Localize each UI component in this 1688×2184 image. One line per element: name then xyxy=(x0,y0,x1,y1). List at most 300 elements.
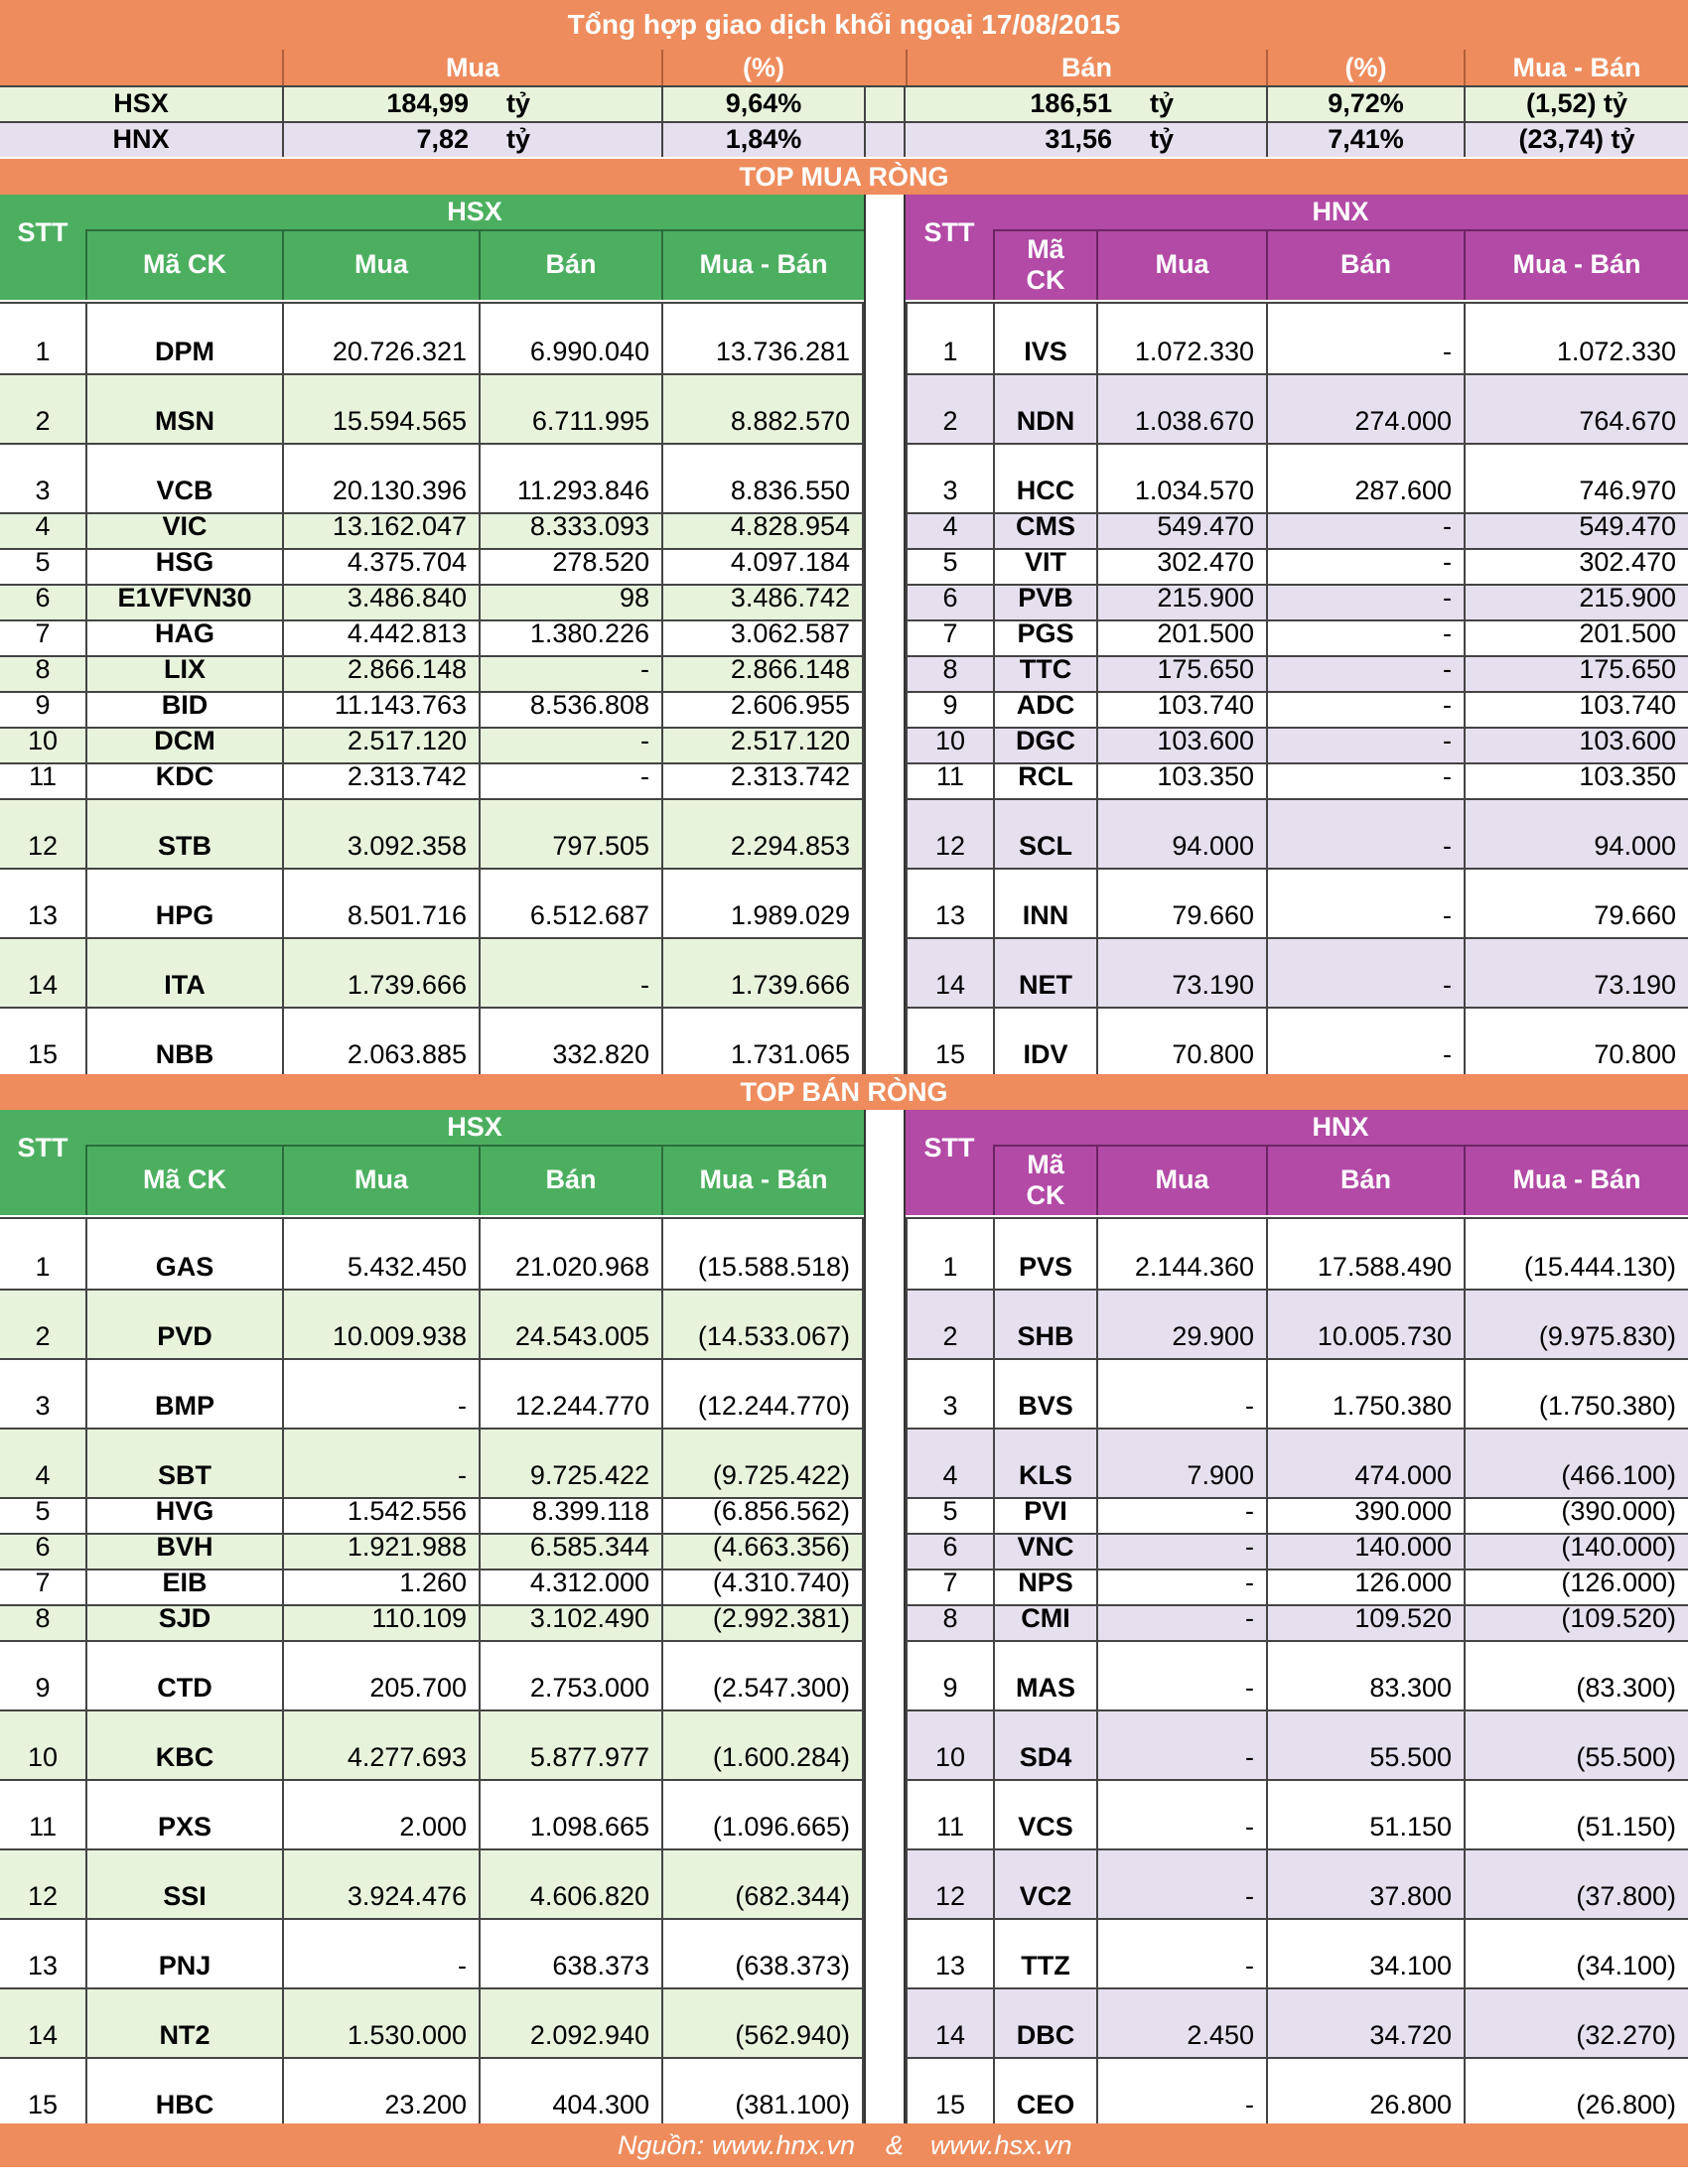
row-ban: 638.373 xyxy=(479,1918,661,1987)
row-net: 3.062.587 xyxy=(661,619,864,655)
row-stt: 5 xyxy=(35,1497,51,1526)
row-stt: 2 xyxy=(906,373,993,443)
row-ban: 51.150 xyxy=(1266,1779,1464,1848)
row-net: 79.660 xyxy=(1464,868,1688,937)
row-mua: - xyxy=(1096,1358,1266,1428)
row-net: (32.270) xyxy=(1464,1987,1688,2057)
row-net: 4.097.184 xyxy=(661,548,864,584)
row-stt: 6 xyxy=(35,584,51,613)
row-ban: 126.000 xyxy=(1266,1569,1464,1604)
row-net: 1.072.330 xyxy=(1464,302,1688,373)
row-ticker: RCL xyxy=(993,762,1096,798)
row-net: 2.294.853 xyxy=(661,798,864,868)
top_sell-hnx-col-ma-ck xyxy=(993,1145,1096,1215)
row-net: 103.600 xyxy=(1464,727,1688,762)
row-stt: 14 xyxy=(906,937,993,1007)
row-mua: 302.470 xyxy=(1096,548,1266,584)
summary-pct-mua: 1,84% xyxy=(661,121,864,157)
row-ban: - xyxy=(479,727,661,762)
row-stt: 10 xyxy=(906,1709,993,1779)
row-stt: 15 xyxy=(906,1007,993,1076)
row-stt: 3 xyxy=(35,1391,51,1421)
row-mua: - xyxy=(1096,1497,1266,1533)
row-net: (51.150) xyxy=(1464,1779,1688,1848)
row-net: 8.836.550 xyxy=(661,443,864,512)
footer-ampersand: & xyxy=(886,2129,905,2160)
footer-source-label: Nguồn: xyxy=(618,2129,705,2160)
row-ticker: CMI xyxy=(993,1604,1096,1640)
top_buy-hnx-col-net: Mua - Bán xyxy=(1464,229,1688,300)
row-mua: 8.501.716 xyxy=(282,868,479,937)
row-mua: - xyxy=(1096,1709,1266,1779)
row-ticker: TTZ xyxy=(993,1918,1096,1987)
row-stt: 12 xyxy=(27,831,59,861)
row-mua: 13.162.047 xyxy=(282,512,479,548)
row-mua: 29.900 xyxy=(1096,1289,1266,1358)
row-ticker: SJD xyxy=(85,1604,282,1640)
row-net: (4.663.356) xyxy=(661,1533,864,1569)
row-stt: 14 xyxy=(27,970,59,1000)
row-ban: 1.098.665 xyxy=(479,1779,661,1848)
row-stt: 1 xyxy=(906,1217,993,1289)
row-mua: - xyxy=(1096,1569,1266,1604)
row-ban: 6.512.687 xyxy=(479,868,661,937)
row-net: (2.547.300) xyxy=(661,1640,864,1709)
row-mua: 4.442.813 xyxy=(282,619,479,655)
row-stt: 11 xyxy=(28,762,58,791)
summary-ban-value: 31,56 xyxy=(1045,123,1112,154)
row-mua: 7.900 xyxy=(1096,1428,1266,1497)
row-net: (1.096.665) xyxy=(661,1779,864,1848)
top_sell-hsx-col-ma-ck: Mã CK xyxy=(85,1145,282,1215)
row-ban: 98 xyxy=(479,584,661,619)
row-ban: - xyxy=(1266,1007,1464,1076)
row-ticker: VC2 xyxy=(993,1848,1096,1918)
top_buy-hnx-label: HNX xyxy=(1312,197,1369,226)
row-ticker: VCB xyxy=(85,443,282,512)
row-mua: 215.900 xyxy=(1096,584,1266,619)
summary-header-pct-mua: (%) xyxy=(661,50,864,85)
row-ticker: PVI xyxy=(993,1497,1096,1533)
row-mua: 1.739.666 xyxy=(282,937,479,1007)
row-ticker: ADC xyxy=(993,691,1096,727)
row-net: (2.992.381) xyxy=(661,1604,864,1640)
row-ticker: DGC xyxy=(993,727,1096,762)
row-stt: 7 xyxy=(35,1569,51,1597)
row-ticker: BMP xyxy=(85,1358,282,1428)
row-ticker: NBB xyxy=(85,1007,282,1076)
row-stt: 9 xyxy=(906,691,993,727)
top_buy-hnx-col-ma: Mã xyxy=(1027,233,1064,264)
row-stt: 6 xyxy=(906,1533,993,1569)
row-stt: 5 xyxy=(906,548,993,584)
row-net: (12.244.770) xyxy=(661,1358,864,1428)
row-ticker: STB xyxy=(85,798,282,868)
row-ticker: BVH xyxy=(85,1533,282,1569)
row-net: 175.650 xyxy=(1464,655,1688,691)
summary-mua-value: 7,82 xyxy=(282,121,481,157)
row-mua: 79.660 xyxy=(1096,868,1266,937)
top_buy-hnx-stt-header: STT xyxy=(923,216,975,247)
row-mua: 175.650 xyxy=(1096,655,1266,691)
row-mua: 11.143.763 xyxy=(282,691,479,727)
row-mua: 1.072.330 xyxy=(1096,302,1266,373)
row-stt: 10 xyxy=(27,727,59,755)
row-mua: 201.500 xyxy=(1096,619,1266,655)
row-stt: 2 xyxy=(35,1321,51,1351)
row-stt: 11 xyxy=(28,1812,58,1842)
row-ban: 8.333.093 xyxy=(479,512,661,548)
row-ban: 332.820 xyxy=(479,1007,661,1076)
row-net: 103.350 xyxy=(1464,762,1688,798)
row-mua: 70.800 xyxy=(1096,1007,1266,1076)
row-ban: - xyxy=(1266,937,1464,1007)
row-ban: 11.293.846 xyxy=(479,443,661,512)
row-mua: 20.726.321 xyxy=(282,302,479,373)
row-ticker: DCM xyxy=(85,727,282,762)
summary-mua-unit: tỷ xyxy=(506,87,531,118)
summary-gap xyxy=(864,121,906,157)
row-stt: 12 xyxy=(906,798,993,868)
row-net: (9.725.422) xyxy=(661,1428,864,1497)
row-mua: 2.313.742 xyxy=(282,762,479,798)
top_buy-hnx-col-ma-ck xyxy=(993,229,1096,300)
row-ban: 274.000 xyxy=(1266,373,1464,443)
row-stt: 15 xyxy=(906,2057,993,2126)
row-ban: - xyxy=(479,762,661,798)
row-ticker: TTC xyxy=(993,655,1096,691)
sheet-title: Tổng hợp giao dịch khối ngoại 17/08/2015 xyxy=(0,0,1688,50)
row-ticker: ITA xyxy=(85,937,282,1007)
row-net: 764.670 xyxy=(1464,373,1688,443)
row-ban: 21.020.968 xyxy=(479,1217,661,1289)
row-net: (15.588.518) xyxy=(661,1217,864,1289)
row-ban: - xyxy=(1266,548,1464,584)
row-net: 2.313.742 xyxy=(661,762,864,798)
row-mua: 10.009.938 xyxy=(282,1289,479,1358)
row-mua: 103.600 xyxy=(1096,727,1266,762)
row-mua: - xyxy=(1096,1779,1266,1848)
top_sell-hsx-col-mua: Mua xyxy=(282,1145,479,1215)
footer-hnx-link[interactable]: www.hnx.vn xyxy=(712,2129,856,2160)
row-mua: 205.700 xyxy=(282,1640,479,1709)
row-net: 103.740 xyxy=(1464,691,1688,727)
row-net: 73.190 xyxy=(1464,937,1688,1007)
top_buy-hnx-col-ck: CK xyxy=(1026,264,1065,295)
row-mua: 2.144.360 xyxy=(1096,1217,1266,1289)
row-mua: 103.740 xyxy=(1096,691,1266,727)
row-ban: - xyxy=(1266,691,1464,727)
top_sell-hsx-stt-header: STT xyxy=(17,1132,69,1162)
row-ban: 278.520 xyxy=(479,548,661,584)
row-ticker: EIB xyxy=(85,1569,282,1604)
row-ban: - xyxy=(1266,868,1464,937)
row-net: 2.517.120 xyxy=(661,727,864,762)
row-net: 201.500 xyxy=(1464,619,1688,655)
row-ban: - xyxy=(1266,512,1464,548)
row-ticker: PNJ xyxy=(85,1918,282,1987)
row-stt: 4 xyxy=(906,512,993,548)
top-buy-title: TOP MUA RÒNG xyxy=(0,159,1688,195)
row-mua: 1.542.556 xyxy=(282,1497,479,1533)
summary-ban-unit: tỷ xyxy=(1150,87,1175,118)
row-net: (638.373) xyxy=(661,1918,864,1987)
top_sell-hsx-col-net: Mua - Bán xyxy=(661,1145,864,1215)
summary-mua-value: 184,99 xyxy=(282,85,481,121)
row-net: (562.940) xyxy=(661,1987,864,2057)
row-ban: - xyxy=(1266,302,1464,373)
row-stt: 13 xyxy=(906,868,993,937)
top_sell-hnx-col-net: Mua - Bán xyxy=(1464,1145,1688,1215)
row-ticker: HCC xyxy=(993,443,1096,512)
row-stt: 5 xyxy=(906,1497,993,1533)
row-ticker: DPM xyxy=(85,302,282,373)
summary-header-pct-ban: (%) xyxy=(1266,50,1464,85)
row-net: (6.856.562) xyxy=(661,1497,864,1533)
summary-ban-unit: tỷ xyxy=(1150,123,1175,154)
row-net: 1.731.065 xyxy=(661,1007,864,1076)
row-mua: 94.000 xyxy=(1096,798,1266,868)
row-ticker: VIT xyxy=(993,548,1096,584)
row-stt: 8 xyxy=(906,1604,993,1640)
row-net: 94.000 xyxy=(1464,798,1688,868)
summary-net: (1,52) tỷ xyxy=(1464,85,1688,121)
row-net: 3.486.742 xyxy=(661,584,864,619)
row-ban: - xyxy=(479,937,661,1007)
top_buy-hnx-col-mua: Mua xyxy=(1096,229,1266,300)
row-mua: 2.450 xyxy=(1096,1987,1266,2057)
row-ticker: NDN xyxy=(993,373,1096,443)
row-stt: 6 xyxy=(35,1533,51,1562)
row-ban: 10.005.730 xyxy=(1266,1289,1464,1358)
top_sell-hnx-label: HNX xyxy=(1312,1112,1369,1142)
row-mua: 2.517.120 xyxy=(282,727,479,762)
row-mua: 20.130.396 xyxy=(282,443,479,512)
row-ban: 474.000 xyxy=(1266,1428,1464,1497)
row-ban: 8.536.808 xyxy=(479,691,661,727)
row-stt: 10 xyxy=(906,727,993,762)
row-ticker: HPG xyxy=(85,868,282,937)
row-mua: 4.375.704 xyxy=(282,548,479,584)
row-stt: 4 xyxy=(35,1460,51,1490)
row-ban: 37.800 xyxy=(1266,1848,1464,1918)
row-ban: 12.244.770 xyxy=(479,1358,661,1428)
row-ticker: SBT xyxy=(85,1428,282,1497)
row-ticker: INN xyxy=(993,868,1096,937)
row-mua: 3.924.476 xyxy=(282,1848,479,1918)
row-mua: - xyxy=(282,1918,479,1987)
row-ban: 404.300 xyxy=(479,2057,661,2126)
row-ban: 24.543.005 xyxy=(479,1289,661,1358)
row-ticker: HBC xyxy=(85,2057,282,2126)
row-mua: - xyxy=(1096,1640,1266,1709)
row-mua: 2.866.148 xyxy=(282,655,479,691)
row-ban: - xyxy=(1266,584,1464,619)
row-ban: - xyxy=(479,655,661,691)
row-stt: 14 xyxy=(27,2020,59,2050)
row-ticker: SSI xyxy=(85,1848,282,1918)
summary-gap xyxy=(864,85,906,121)
top_sell-center-gap xyxy=(864,1110,906,2126)
row-ticker: BVS xyxy=(993,1358,1096,1428)
row-mua: - xyxy=(1096,1848,1266,1918)
row-ban: 3.102.490 xyxy=(479,1604,661,1640)
top_buy-hsx-label: HSX xyxy=(447,197,502,226)
row-ban: - xyxy=(1266,798,1464,868)
top_buy-hsx-col-net: Mua - Bán xyxy=(661,229,864,300)
row-stt: 15 xyxy=(27,1039,59,1069)
row-ban: 55.500 xyxy=(1266,1709,1464,1779)
row-stt: 13 xyxy=(27,1951,59,1980)
top_sell-hnx-col-ck: CK xyxy=(1026,1179,1065,1210)
summary-exchange-name: HNX xyxy=(112,123,170,154)
row-mua: - xyxy=(1096,2057,1266,2126)
row-mua: 1.530.000 xyxy=(282,1987,479,2057)
row-net: (37.800) xyxy=(1464,1848,1688,1918)
row-mua: 103.350 xyxy=(1096,762,1266,798)
row-mua: 2.063.885 xyxy=(282,1007,479,1076)
row-stt: 13 xyxy=(27,900,59,930)
row-stt: 11 xyxy=(906,1779,993,1848)
row-ban: 797.505 xyxy=(479,798,661,868)
row-ticker: PVD xyxy=(85,1289,282,1358)
row-ticker: MSN xyxy=(85,373,282,443)
row-ticker: SCL xyxy=(993,798,1096,868)
row-net: 215.900 xyxy=(1464,584,1688,619)
summary-header-mua: Mua xyxy=(282,50,661,85)
row-stt: 14 xyxy=(906,1987,993,2057)
row-net: (34.100) xyxy=(1464,1918,1688,1987)
row-stt: 7 xyxy=(35,619,51,648)
row-net: (26.800) xyxy=(1464,2057,1688,2126)
row-mua: 1.260 xyxy=(282,1569,479,1604)
row-net: 4.828.954 xyxy=(661,512,864,548)
row-mua: 3.092.358 xyxy=(282,798,479,868)
row-net: (9.975.830) xyxy=(1464,1289,1688,1358)
row-ticker: CEO xyxy=(993,2057,1096,2126)
row-stt: 5 xyxy=(35,548,51,577)
row-ticker: VCS xyxy=(993,1779,1096,1848)
summary-pct-mua: 9,64% xyxy=(661,85,864,121)
row-net: (466.100) xyxy=(1464,1428,1688,1497)
row-ticker: NPS xyxy=(993,1569,1096,1604)
row-mua: 5.432.450 xyxy=(282,1217,479,1289)
row-ticker: PXS xyxy=(85,1779,282,1848)
row-net: (381.100) xyxy=(661,2057,864,2126)
row-mua: 1.034.570 xyxy=(1096,443,1266,512)
row-net: (682.344) xyxy=(661,1848,864,1918)
row-ban: 140.000 xyxy=(1266,1533,1464,1569)
row-stt: 2 xyxy=(906,1289,993,1358)
row-mua: - xyxy=(282,1358,479,1428)
row-stt: 10 xyxy=(27,1742,59,1772)
top_sell-hnx-col-ban: Bán xyxy=(1266,1145,1464,1215)
top_buy-center-gap xyxy=(864,195,906,1076)
row-net: 746.970 xyxy=(1464,443,1688,512)
row-ticker: IVS xyxy=(993,302,1096,373)
top_buy-hsx-col-ban: Bán xyxy=(479,229,661,300)
row-ban: 4.606.820 xyxy=(479,1848,661,1918)
row-ban: 287.600 xyxy=(1266,443,1464,512)
row-ban: 34.720 xyxy=(1266,1987,1464,2057)
top_sell-hnx-col-ma: Mã xyxy=(1027,1149,1064,1179)
row-mua: 1.921.988 xyxy=(282,1533,479,1569)
row-ban: 390.000 xyxy=(1266,1497,1464,1533)
row-ban: 26.800 xyxy=(1266,2057,1464,2126)
row-ticker: VNC xyxy=(993,1533,1096,1569)
row-ban: 4.312.000 xyxy=(479,1569,661,1604)
row-ticker: PVS xyxy=(993,1217,1096,1289)
row-stt: 8 xyxy=(35,655,51,684)
row-mua: 2.000 xyxy=(282,1779,479,1848)
row-stt: 6 xyxy=(906,584,993,619)
footer-hsx-link[interactable]: www.hsx.vn xyxy=(930,2129,1072,2160)
row-net: 2.866.148 xyxy=(661,655,864,691)
row-stt: 3 xyxy=(906,1358,993,1428)
row-ticker: VIC xyxy=(85,512,282,548)
row-mua: 73.190 xyxy=(1096,937,1266,1007)
row-ticker: NT2 xyxy=(85,1987,282,2057)
row-stt: 1 xyxy=(35,1252,51,1282)
row-stt: 4 xyxy=(906,1428,993,1497)
row-ban: 6.990.040 xyxy=(479,302,661,373)
row-stt: 12 xyxy=(27,1881,59,1911)
row-net: (83.300) xyxy=(1464,1640,1688,1709)
row-ticker: GAS xyxy=(85,1217,282,1289)
row-net: 302.470 xyxy=(1464,548,1688,584)
summary-net: (23,74) tỷ xyxy=(1464,121,1688,157)
row-stt: 1 xyxy=(906,302,993,373)
row-mua: - xyxy=(1096,1533,1266,1569)
row-ban: 2.753.000 xyxy=(479,1640,661,1709)
row-ban: 6.585.344 xyxy=(479,1533,661,1569)
top_buy-hsx-stt-header: STT xyxy=(17,216,69,247)
row-mua: 549.470 xyxy=(1096,512,1266,548)
summary-exchange-name: HSX xyxy=(113,87,169,118)
row-ticker: PVB xyxy=(993,584,1096,619)
row-ticker: KLS xyxy=(993,1428,1096,1497)
top_buy-hsx-col-mua: Mua xyxy=(282,229,479,300)
summary-pct-ban: 7,41% xyxy=(1266,121,1464,157)
row-ban: 34.100 xyxy=(1266,1918,1464,1987)
row-net: 1.739.666 xyxy=(661,937,864,1007)
top_sell-hnx-col-mua: Mua xyxy=(1096,1145,1266,1215)
row-ban: 2.092.940 xyxy=(479,1987,661,2057)
row-ticker: HAG xyxy=(85,619,282,655)
row-net: (140.000) xyxy=(1464,1533,1688,1569)
row-net: 2.606.955 xyxy=(661,691,864,727)
row-ticker: IDV xyxy=(993,1007,1096,1076)
row-ticker: CMS xyxy=(993,512,1096,548)
row-net: (14.533.067) xyxy=(661,1289,864,1358)
summary-ban-value: 186,51 xyxy=(1030,87,1112,118)
row-net: 549.470 xyxy=(1464,512,1688,548)
row-net: (1.750.380) xyxy=(1464,1358,1688,1428)
row-stt: 7 xyxy=(906,619,993,655)
row-stt: 13 xyxy=(906,1918,993,1987)
summary-pct-ban: 9,72% xyxy=(1266,85,1464,121)
row-net: (126.000) xyxy=(1464,1569,1688,1604)
row-mua: - xyxy=(282,1428,479,1497)
row-ticker: HSG xyxy=(85,548,282,584)
row-ban: 109.520 xyxy=(1266,1604,1464,1640)
row-mua: 15.594.565 xyxy=(282,373,479,443)
row-net: (15.444.130) xyxy=(1464,1217,1688,1289)
row-mua: 1.038.670 xyxy=(1096,373,1266,443)
row-stt: 9 xyxy=(35,691,51,720)
row-stt: 9 xyxy=(906,1640,993,1709)
row-net: 13.736.281 xyxy=(661,302,864,373)
